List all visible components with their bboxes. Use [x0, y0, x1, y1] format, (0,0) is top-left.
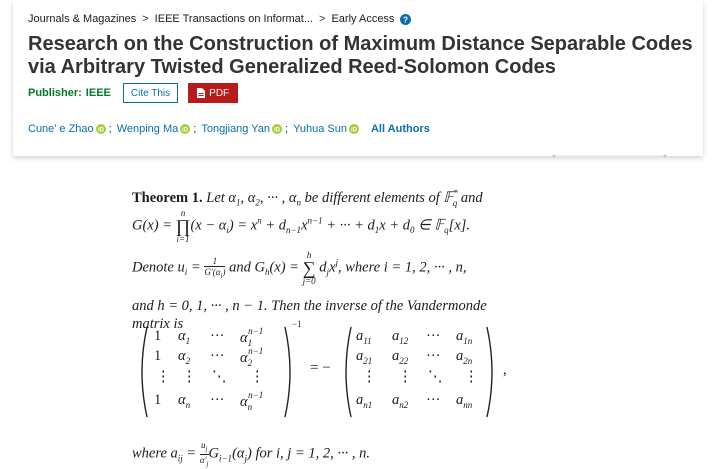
theorem-line-2: G(x) = n ∏ i=1 $(x - \alpha_i) = x^n + d_{n-1}x^{n-1}$ + ··· + $d_1x + d_0$ ∈ 𝔽$_q$[x]. [132, 208, 471, 244]
all-authors-link[interactable]: All Authors [370, 123, 430, 135]
right-paren [486, 326, 498, 418]
author-link[interactable] [117, 123, 191, 135]
theorem-text: x + d [379, 217, 411, 234]
breadcrumb-journal[interactable]: IEEE Transactions on Informat... [154, 13, 314, 25]
cite-this-button[interactable]: Cite This [123, 83, 178, 103]
theorem-text: x [329, 259, 336, 276]
orcid-icon[interactable] [349, 124, 359, 134]
theorem-text: where a [132, 445, 178, 462]
theorem-text: and [457, 189, 483, 206]
author-separator: ; [193, 123, 197, 135]
svg-text:iD: iD [350, 127, 357, 134]
publisher-row [28, 82, 238, 104]
orcid-icon[interactable] [96, 124, 106, 134]
orcid-icon[interactable] [272, 124, 282, 134]
breadcrumb-early-access[interactable]: Early Access [331, 13, 395, 25]
author-link[interactable] [293, 123, 359, 135]
author-separator: ; [285, 123, 289, 135]
author-name[interactable]: Yuhua Sun [293, 123, 347, 135]
theorem-text: Let α [206, 189, 237, 206]
author-name[interactable]: Tongjiang Yan [201, 123, 271, 135]
breadcrumb [28, 13, 411, 25]
author-name[interactable]: Cune’ e Zhao [28, 123, 94, 135]
left-paren [136, 326, 148, 418]
pdf-button[interactable] [188, 83, 238, 103]
svg-text:iD: iD [97, 127, 104, 134]
pdf-label: PDF [209, 87, 230, 99]
theorem-text: G [208, 445, 219, 462]
pdf-icon [197, 88, 205, 98]
theorem-text: = [187, 259, 205, 276]
breadcrumb-separator: > [319, 13, 326, 25]
breadcrumb-journals[interactable]: Journals & Magazines [28, 13, 137, 25]
author-separator: ; [108, 123, 112, 135]
matrix-comma: , [503, 362, 507, 378]
article-header-card [13, 0, 703, 156]
publisher-name: IEEE [85, 87, 111, 99]
vandermonde-matrix: 1 $\alpha_1$ ··· $\alpha_1^{n-1}$ 1 $\alpha_2$ ··· $\alpha_2^{n-1}$ ⋮ ⋮ ⋱ ⋮ 1 $\alpha_n$ ··· $\alpha_n^{n-1}$ [136, 326, 302, 418]
author-list [28, 123, 430, 135]
theorem-text: and G [225, 259, 265, 276]
left-paren [340, 326, 352, 418]
svg-text:iD: iD [182, 127, 189, 134]
theorem-text: , α [240, 189, 256, 206]
theorem-text: (x) = [269, 259, 303, 276]
coefficient-matrix: $a_{11}$ $a_{12}$ ··· $a_{1n}$ $a_{21}$ $a_{22}$ ··· $a_{2n}$ ⋮ ⋮ ⋱ ⋮ $a_{n1}$ $a_{n2}$ ··· $a_{nn}$ [340, 326, 500, 418]
theorem-text: + d [261, 217, 286, 234]
theorem-text: ) = x [228, 217, 258, 234]
publisher-label: Publisher: [28, 87, 82, 99]
theorem-text: Denote u [132, 259, 185, 276]
breadcrumb-separator: > [142, 13, 149, 25]
theorem-text: [x]. [448, 217, 471, 234]
theorem-text: + ··· + d [322, 217, 375, 234]
equals-minus: = − [310, 360, 331, 376]
fraction: $\frac{u_j}{\alpha'_j}$ [199, 440, 209, 468]
theorem-text: d [315, 259, 327, 276]
product-operator: n ∏ i=1 [175, 208, 191, 244]
svg-text:?: ? [403, 14, 409, 24]
theorem-line-5: matrix is [132, 316, 184, 332]
theorem-text: G(x) = [132, 217, 176, 234]
help-icon[interactable] [400, 14, 411, 25]
theorem-line-3: Denote $u_i$ = $\frac{1}{G'(\alpha_i)}$ and $G_h(x)$ = h ∑ j=0 $d_jx^j$, where i = 1, 2, ··· , n, [132, 250, 467, 286]
theorem-text: , where i = 1, 2, ··· , n, [338, 259, 467, 276]
orcid-icon[interactable] [180, 124, 190, 134]
theorem-text: ) for i, j = 1, 2, ··· , n. [247, 445, 370, 462]
theorem-text: x [301, 217, 308, 234]
right-paren [284, 326, 296, 418]
inverse-exponent: −1 [292, 319, 302, 329]
theorem-text: ∈ 𝔽 [414, 217, 445, 234]
theorem-text: , ··· , α [259, 189, 297, 206]
theorem-figure [0, 168, 714, 469]
author-name[interactable]: Wenping Ma [116, 123, 179, 135]
theorem-final-line: where $a_{ij}$ = $\frac{u_j}{\alpha'_j}$ $G_{i-1}(\alpha_j)$ for i, j = 1, 2, ··· , n. [132, 440, 370, 468]
theorem-text: (x − α [190, 217, 227, 234]
theorem-text: = [182, 445, 200, 462]
svg-text:iD: iD [274, 127, 281, 134]
author-link[interactable] [28, 123, 106, 135]
sum-operator: h ∑ j=0 [302, 250, 316, 286]
author-link[interactable] [201, 123, 282, 135]
theorem-heading: Theorem 1. [132, 189, 203, 206]
section-divider [552, 153, 667, 159]
theorem-line-4: and h = 0, 1, ··· , n − 1. Then the inverse of the Vandermonde [132, 298, 487, 314]
theorem-text: (α [232, 445, 245, 462]
theorem-text: be different elements of 𝔽 [301, 189, 454, 206]
theorem-line-1: Theorem 1. Let $\alpha_1$, $\alpha_2$, ··· , $\alpha_n$ be different elements of 𝔽*$_q$ and [132, 188, 483, 208]
article-title: Research on the Construction of Maximum Distance Separable Codes via Arbitrary Twisted Generalized Reed-Solomon Codes [28, 33, 693, 78]
fraction: $\frac{1}{G'(\alpha_i)}$ [204, 255, 226, 280]
